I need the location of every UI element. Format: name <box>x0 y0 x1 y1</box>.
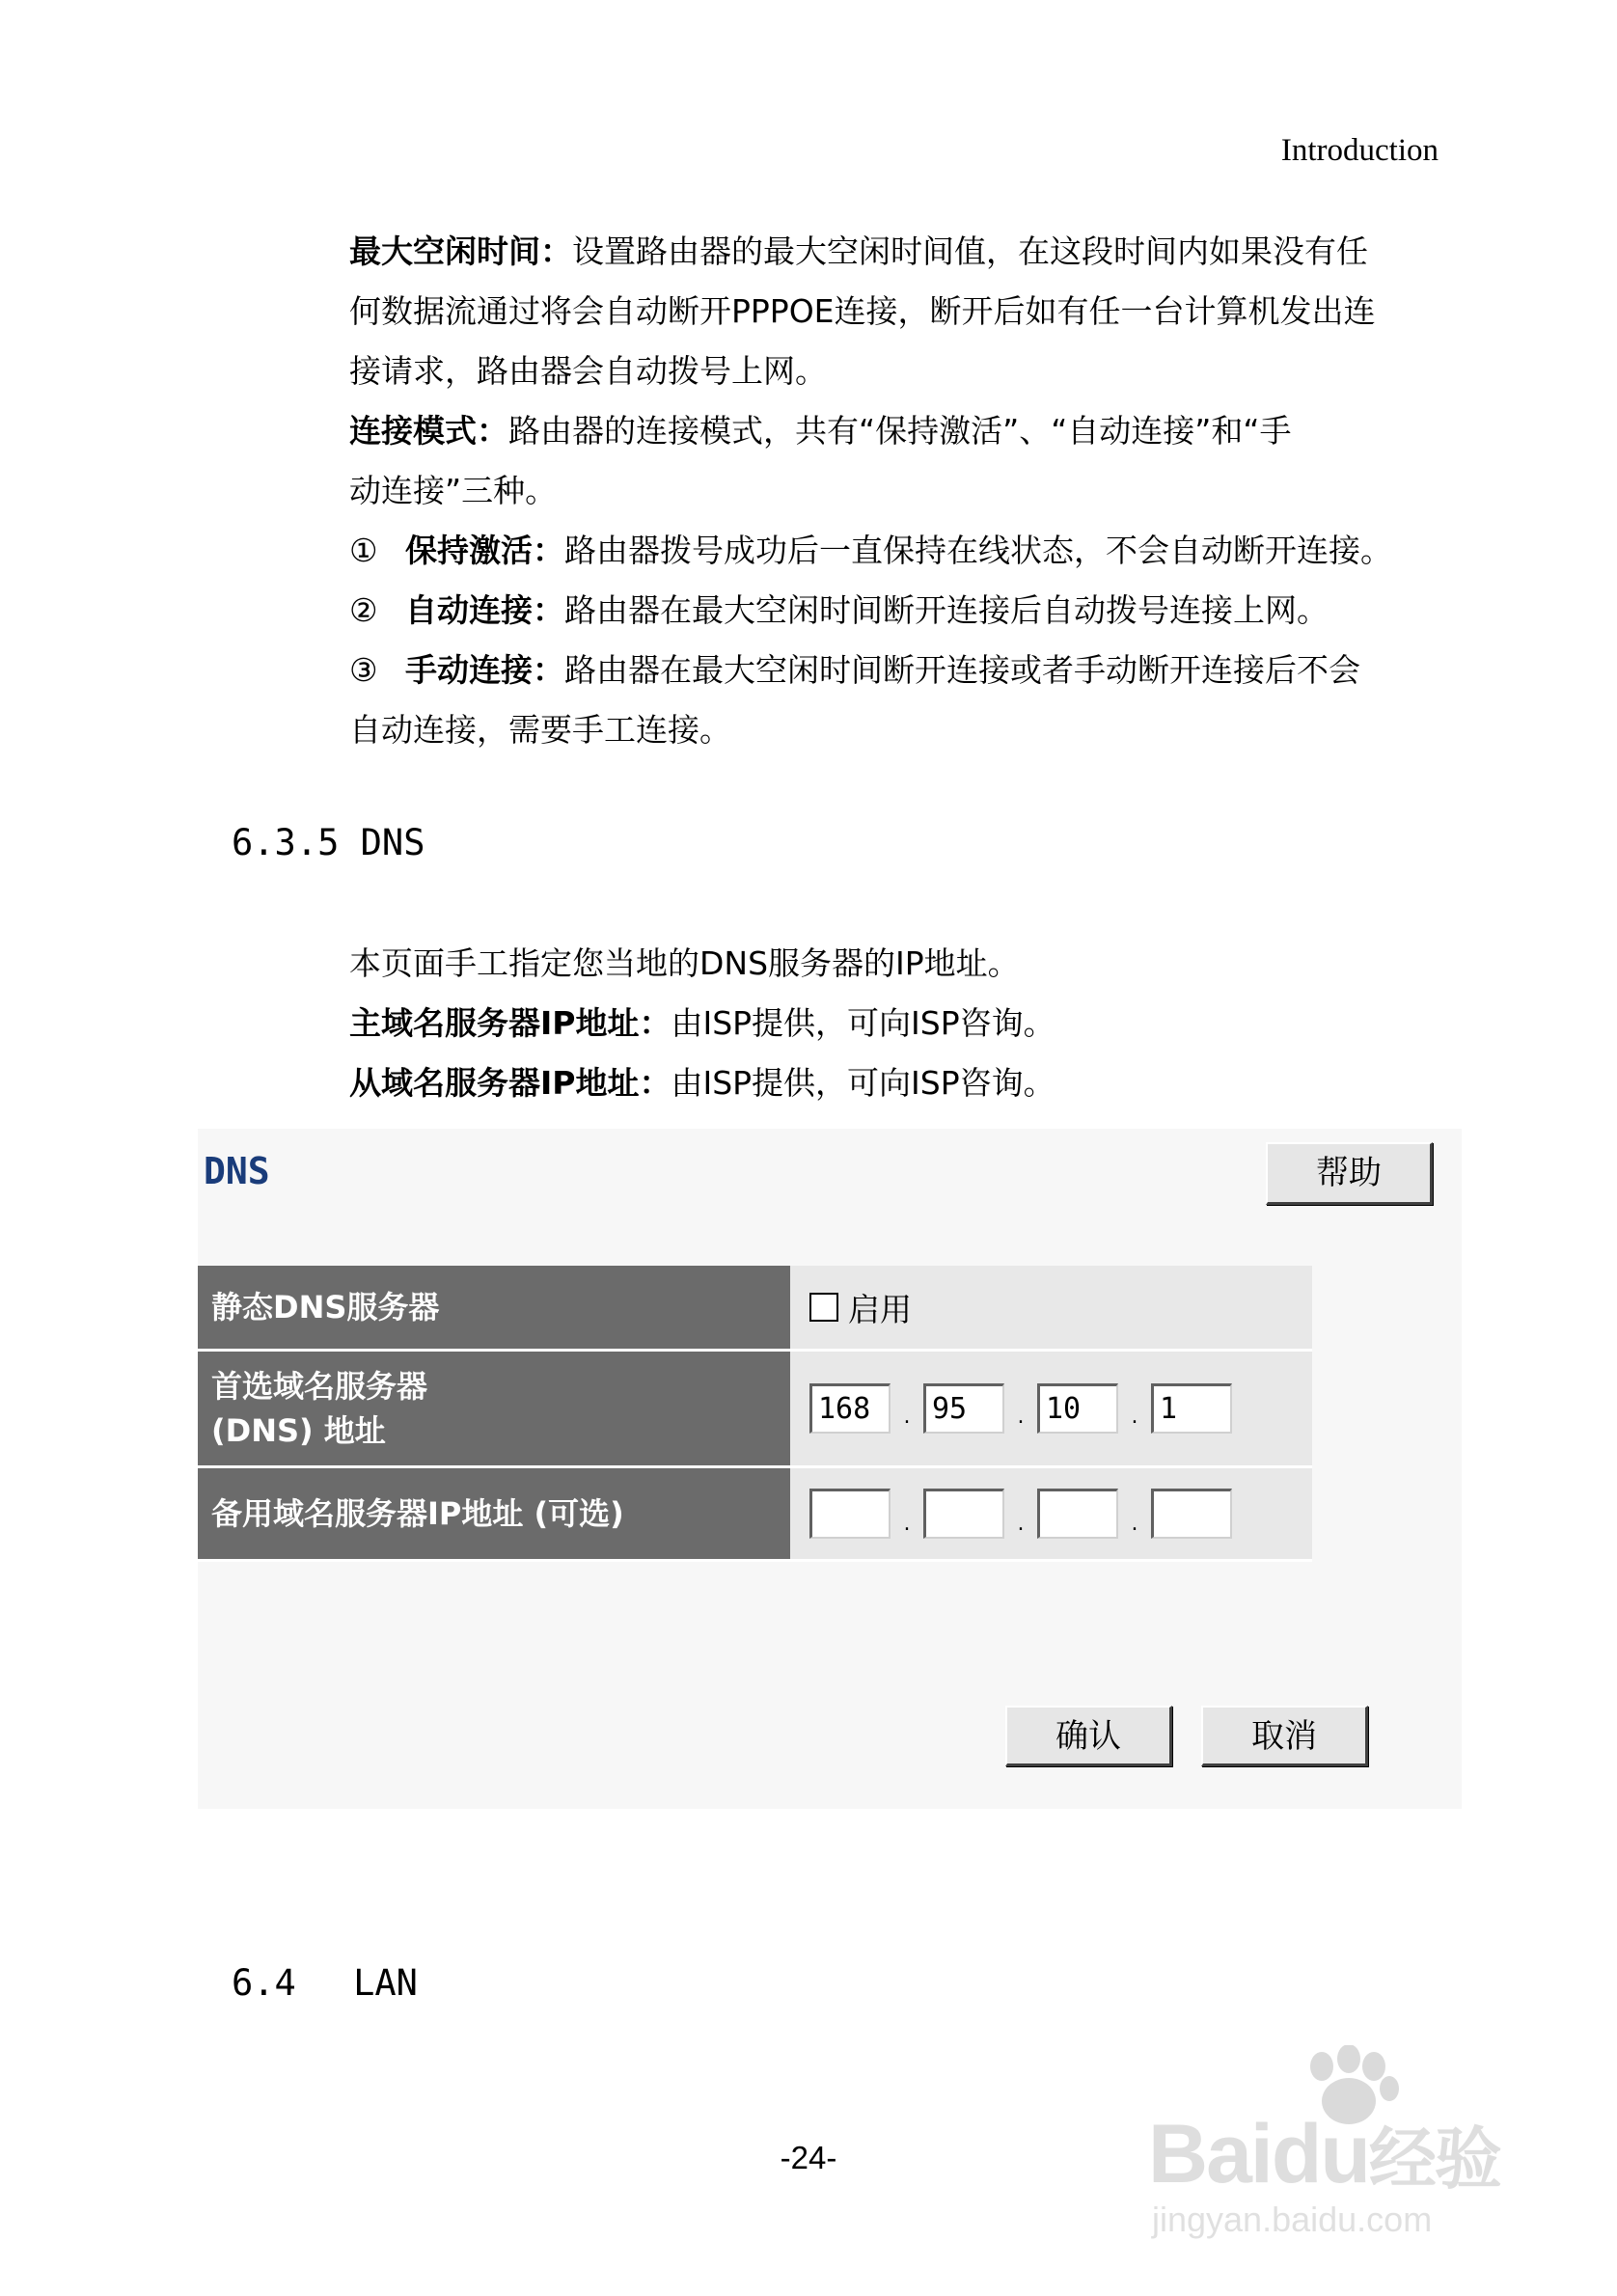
para-text: 由ISP提供，可向ISP咨询。 <box>671 1004 1055 1042</box>
circled-number: ② <box>349 591 378 629</box>
primary-ip-octet-4[interactable]: 1 <box>1151 1383 1232 1434</box>
mode-term: 自动连接： <box>405 591 564 629</box>
baidu-jingyan-watermark <box>1148 2045 1534 2248</box>
mode-text: 自动连接，需要手工连接。 <box>349 711 731 749</box>
secondary-ip-octet-2[interactable] <box>923 1489 1004 1539</box>
ip-separator: . <box>903 1405 911 1429</box>
secondary-dns-row <box>198 1468 1312 1562</box>
static-dns-label: 静态DNS服务器 <box>198 1266 790 1349</box>
mode-text: 路由器在最大空闲时间断开连接后自动拨号连接上网。 <box>564 591 1329 629</box>
dns-form <box>198 1266 1312 1562</box>
mode-text: 路由器拨号成功后一直保持在线状态，不会自动断开连接。 <box>564 532 1392 569</box>
paragraph-line <box>349 461 1468 521</box>
primary-ip-octet-2[interactable]: 95 <box>923 1383 1004 1434</box>
paragraph-line <box>349 401 1468 461</box>
ip-separator: . <box>1017 1512 1025 1536</box>
mode-text: 路由器在最大空闲时间断开连接或者手动断开连接后不会 <box>564 651 1360 689</box>
section-heading-lan: 6.4 LAN <box>232 1962 418 2004</box>
primary-dns-field <box>790 1352 1312 1465</box>
para-text: 设置路由器的最大空闲时间值，在这段时间内如果没有任 <box>572 232 1368 270</box>
dns-desc-line <box>349 1053 1055 1113</box>
ip-separator: . <box>903 1512 911 1536</box>
static-dns-row <box>198 1266 1312 1352</box>
paragraph-line <box>349 282 1468 342</box>
dns-desc-line <box>349 994 1055 1053</box>
primary-dns-row <box>198 1352 1312 1468</box>
secondary-dns-label: 备用域名服务器IP地址 (可选) <box>198 1468 790 1559</box>
primary-dns-label-line1: 首选域名服务器 <box>211 1368 428 1405</box>
mode-item <box>349 521 1468 581</box>
term-primary-dns: 主域名服务器IP地址： <box>349 1004 671 1042</box>
paragraph-line <box>349 222 1468 282</box>
para-text: 由ISP提供，可向ISP咨询。 <box>671 1064 1055 1102</box>
secondary-ip-octet-4[interactable] <box>1151 1489 1232 1539</box>
term-idle-time: 最大空闲时间： <box>349 232 572 270</box>
secondary-dns-field <box>790 1468 1312 1559</box>
primary-dns-label-line2: (DNS) 地址 <box>211 1412 386 1449</box>
circled-number: ③ <box>349 651 378 689</box>
term-secondary-dns: 从域名服务器IP地址： <box>349 1064 671 1102</box>
term-connect-mode: 连接模式： <box>349 412 508 450</box>
watermark-url: jingyan.baidu.com <box>1152 2200 1433 2239</box>
mode-term: 手动连接： <box>405 651 564 689</box>
watermark-cn: 经验 <box>1368 2121 1500 2197</box>
ok-button[interactable]: 确认 <box>1005 1706 1172 1766</box>
mode-item <box>349 581 1468 641</box>
ip-separator: . <box>1131 1512 1138 1536</box>
help-button[interactable]: 帮助 <box>1266 1142 1433 1205</box>
enable-label: 启用 <box>848 1290 912 1328</box>
enable-checkbox[interactable] <box>809 1293 838 1322</box>
para-text: 路由器的连接模式，共有“保持激活”、“自动连接”和“手 <box>508 412 1292 450</box>
running-header: Introduction <box>1280 133 1439 168</box>
paragraph-line <box>349 342 1468 401</box>
para-text: 何数据流通过将会自动断开PPPOE连接，断开后如有任一台计算机发出连 <box>349 292 1376 330</box>
circled-number: ① <box>349 532 378 569</box>
cancel-button[interactable]: 取消 <box>1201 1706 1368 1766</box>
watermark-brand: Bai <box>1148 2108 1272 2200</box>
static-dns-field <box>790 1266 1312 1349</box>
mode-term: 保持激活： <box>405 532 564 569</box>
mode-item <box>349 641 1468 700</box>
dns-intro: 本页面手工指定您当地的DNS服务器的IP地址。 <box>349 944 1020 982</box>
para-text: 动连接”三种。 <box>349 472 558 509</box>
secondary-ip-octet-3[interactable] <box>1037 1489 1118 1539</box>
mode-item <box>349 700 1468 760</box>
body-paragraphs <box>349 222 1468 760</box>
page-number: -24- <box>780 2140 837 2175</box>
ip-separator: . <box>1017 1405 1025 1429</box>
secondary-ip-octet-1[interactable] <box>809 1489 891 1539</box>
watermark-brand-2: du <box>1271 2108 1369 2200</box>
primary-ip-octet-1[interactable]: 168 <box>809 1383 891 1434</box>
section-heading-dns: 6.3.5 DNS <box>232 822 425 863</box>
primary-dns-label <box>198 1352 790 1465</box>
primary-ip-octet-3[interactable]: 10 <box>1037 1383 1118 1434</box>
dns-settings-screenshot <box>198 1129 1462 1809</box>
dns-intro-block <box>349 934 1055 1113</box>
panel-title: DNS <box>204 1150 270 1192</box>
para-text: 接请求，路由器会自动拨号上网。 <box>349 352 827 390</box>
ip-separator: . <box>1131 1405 1138 1429</box>
